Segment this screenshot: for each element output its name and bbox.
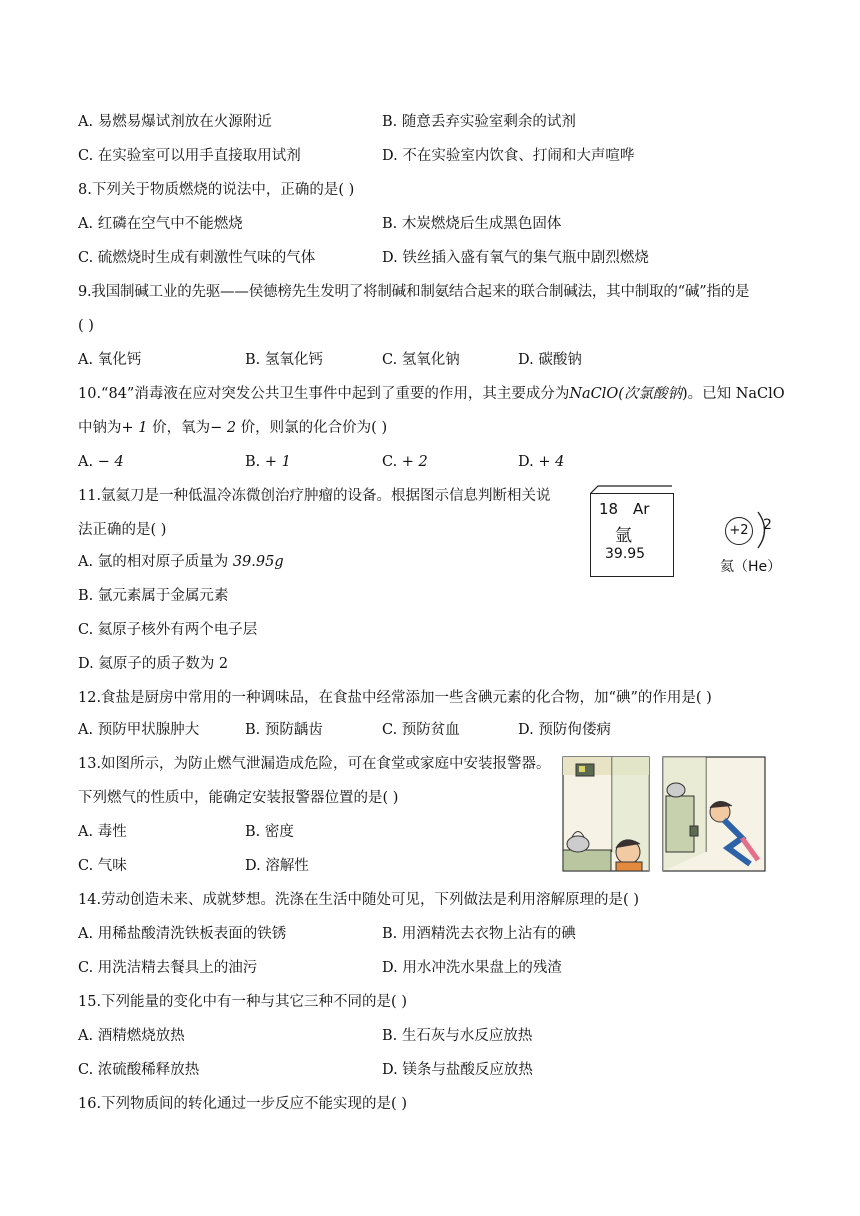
q10-stem-text: 10.“84”消毒液在应对突发公共卫生事件中起到了重要的作用，其主要成分为	[78, 386, 570, 402]
q8-option-c: C. 硫燃烧时生成有刺激性气味的气体	[78, 250, 316, 266]
q9-stem-line2: ( )	[78, 318, 94, 334]
q10-text: 价，则氯的化合价为( )	[236, 420, 388, 436]
q14-option-c: C. 用洗洁精去餐具上的油污	[78, 960, 258, 976]
q15-option-a: A. 酒精燃烧放热	[78, 1028, 185, 1044]
q7-option-d: D. 不在实验室内饮食、打闹和大声喧哗	[382, 148, 635, 164]
q7-option-c: C. 在实验室可以用手直接取用试剂	[78, 148, 301, 164]
cell-3d-edge	[590, 485, 672, 493]
q12-option-b: B. 预防龋齿	[245, 722, 323, 738]
q9-option-a: A. 氧化钙	[78, 352, 142, 368]
atomic-mass: 39.95	[605, 546, 646, 562]
q14-option-d: D. 用水冲洗水果盘上的残渣	[382, 960, 562, 976]
q10-stem-line2	[78, 418, 387, 438]
q9-stem-line1: 9.我国制碱工业的先驱——侯德榜先生发明了将制碱和制氨结合起来的联合制碱法，其中制取的“碱”指的是	[78, 284, 750, 300]
nucleus: +2	[725, 517, 753, 545]
q15-option-c: C. 浓硫酸稀释放热	[78, 1062, 200, 1078]
q15-option-d: D. 镁条与盐酸反应放热	[382, 1062, 533, 1078]
q8-stem: 8.下列关于物质燃烧的说法中，正确的是( )	[78, 182, 355, 198]
q13-option-b: B. 密度	[245, 824, 294, 840]
q10-option-a	[78, 452, 124, 472]
option-value: + 1	[264, 454, 291, 470]
q10-formula: NaClO(	[569, 386, 624, 402]
q11-stem-line2: 法正确的是( )	[78, 522, 167, 538]
q13-stem-line1: 13.如图所示，为防止燃气泄漏造成危险，可在食堂或家庭中安装报警器。	[78, 756, 551, 772]
option-value: − 4	[97, 454, 124, 470]
option-letter: C.	[382, 454, 402, 470]
helium-atom-diagram	[715, 508, 790, 583]
q8-option-d: D. 铁丝插入盛有氧气的集气瓶中剧烈燃烧	[382, 250, 649, 266]
element-symbol: Ar	[633, 500, 650, 518]
option-text: A. 氩的相对原子质量为	[78, 554, 233, 570]
q12-option-c: C. 预防贫血	[382, 722, 460, 738]
shell-electron-count: 2	[763, 517, 772, 533]
q10-na-valence: + 1	[121, 420, 148, 436]
q10-stem-text-end: )。已知 NaClO	[681, 386, 785, 402]
q10-text: 价，氧为	[147, 420, 211, 436]
q10-compound-name: 次氯酸钠	[623, 386, 682, 402]
q11-option-b: B. 氩元素属于金属元素	[78, 588, 229, 604]
q7-option-a: A. 易燃易爆试剂放在火源附近	[78, 114, 272, 130]
q8-option-b: B. 木炭燃烧后生成黑色固体	[382, 216, 562, 232]
q15-option-b: B. 生石灰与水反应放热	[382, 1028, 533, 1044]
option-value: + 4	[538, 454, 565, 470]
q9-option-b: B. 氢氧化钙	[245, 352, 323, 368]
q10-stem-line1	[78, 384, 785, 404]
q14-option-a: A. 用稀盐酸清洗铁板表面的铁锈	[78, 926, 287, 942]
argon-element-cell	[590, 485, 682, 577]
element-name: 氩	[615, 526, 632, 546]
q12-option-a: A. 预防甲状腺肿大	[78, 722, 200, 738]
q11-option-a	[78, 552, 284, 572]
q13-option-d: D. 溶解性	[245, 858, 309, 874]
q8-option-a: A. 红磷在空气中不能燃烧	[78, 216, 243, 232]
q10-option-d	[518, 452, 564, 472]
atomic-number: 18	[599, 500, 619, 518]
gas-alarm-cartoon-low	[662, 756, 766, 872]
q10-text: 中钠为	[78, 420, 122, 436]
q15-stem: 15.下列能量的变化中有一种与其它三种不同的是( )	[78, 994, 407, 1010]
q10-option-b	[245, 452, 291, 472]
cell-face	[590, 493, 674, 577]
option-value: + 2	[401, 454, 428, 470]
option-letter: D.	[518, 454, 539, 470]
q12-option-d: D. 预防佝偻病	[518, 722, 611, 738]
q14-stem: 14.劳动创造未来、成就梦想。洗涤在生活中随处可见，下列做法是利用溶解原理的是( )	[78, 892, 639, 908]
q9-option-d: D. 碳酸钠	[518, 352, 582, 368]
gas-alarm-cartoon-high	[562, 756, 650, 872]
q11-stem-line1: 11.氩氦刀是一种低温冷冻微创治疗肿瘤的设备。根据图示信息判断相关说	[78, 488, 551, 504]
q13-option-a: A. 毒性	[78, 824, 127, 840]
helium-label: 氦（He）	[720, 559, 782, 575]
option-letter: B.	[245, 454, 265, 470]
q11-option-c: C. 氦原子核外有两个电子层	[78, 622, 258, 638]
q10-option-c	[382, 452, 428, 472]
q12-stem: 12.食盐是厨房中常用的一种调味品，在食盐中经常添加一些含碘元素的化合物，加“碘”的作用是( )	[78, 690, 712, 706]
q14-option-b: B. 用酒精洗去衣物上沾有的碘	[382, 926, 576, 942]
q11-option-d: D. 氦原子的质子数为 2	[78, 656, 229, 672]
q16-stem: 16.下列物质间的转化通过一步反应不能实现的是( )	[78, 1096, 407, 1112]
q9-option-c: C. 氢氧化钠	[382, 352, 460, 368]
q13-stem-line2: 下列燃气的性质中，能确定安装报警器位置的是( )	[78, 790, 399, 806]
q13-option-c: C. 气味	[78, 858, 127, 874]
option-letter: A.	[78, 454, 98, 470]
q10-o-valence: − 2	[210, 420, 237, 436]
option-value: 39.95g	[232, 554, 284, 570]
q7-option-b: B. 随意丢弃实验室剩余的试剂	[382, 114, 576, 130]
